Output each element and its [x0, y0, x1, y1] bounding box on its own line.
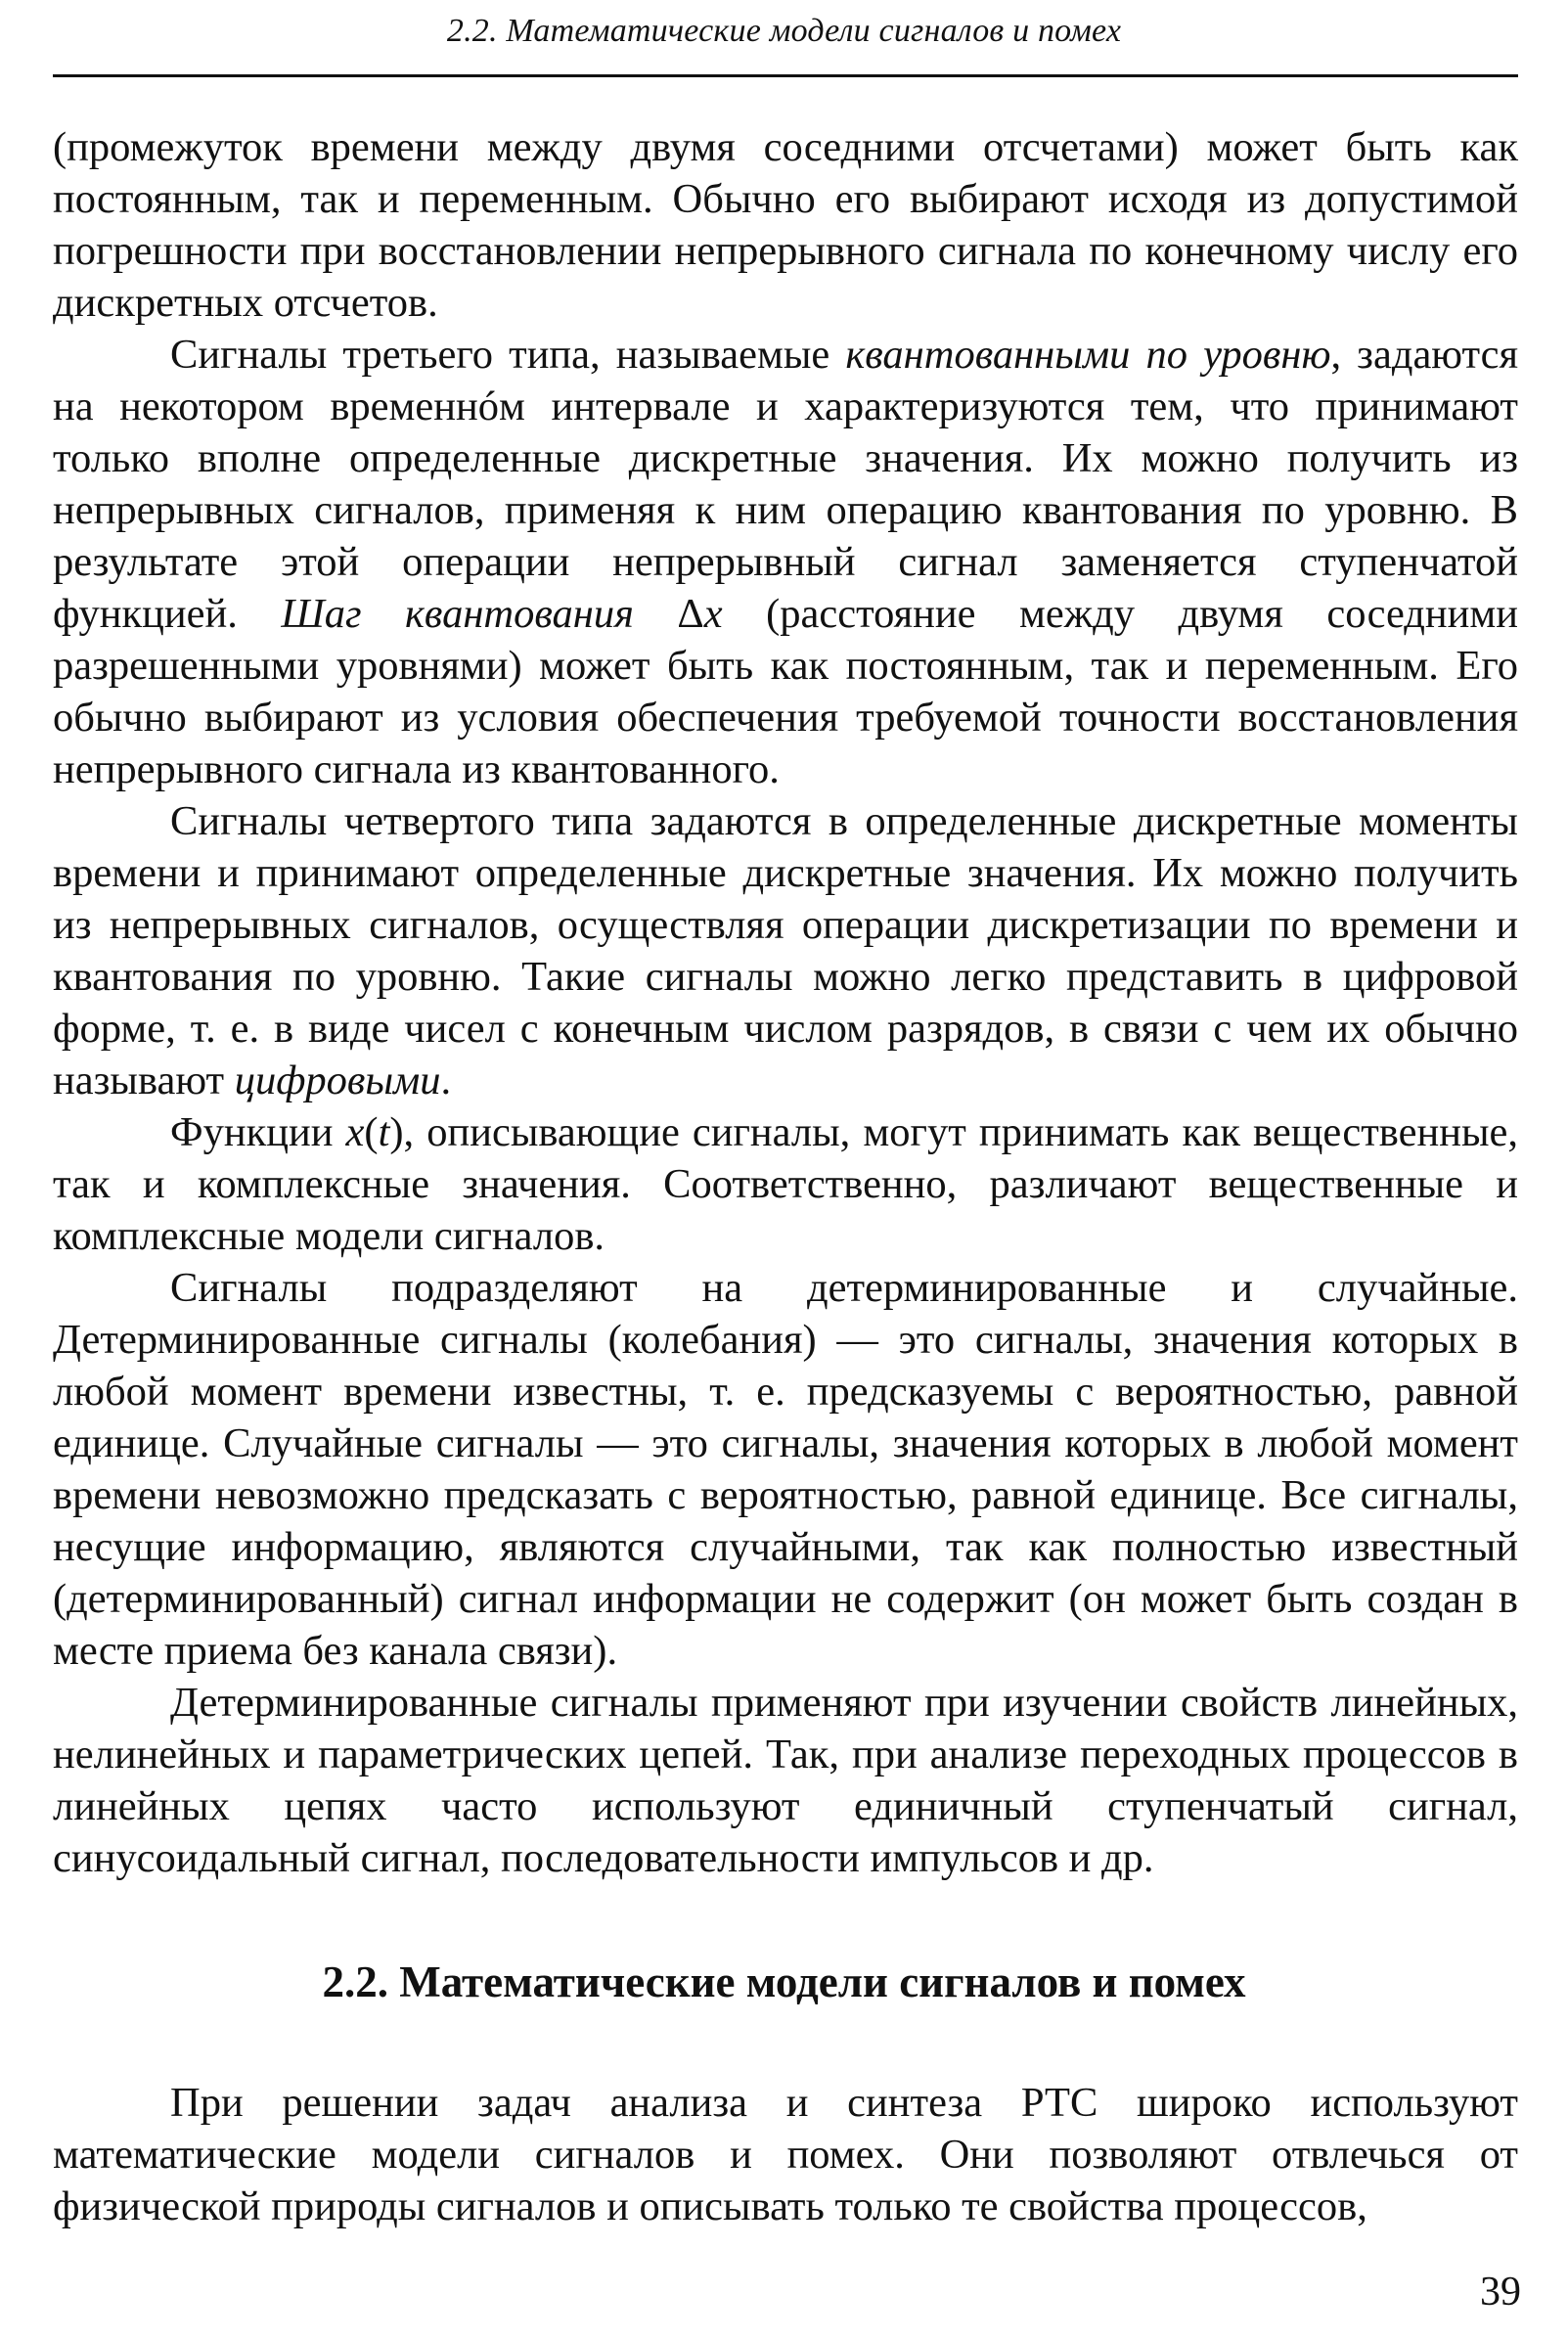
header-rule [53, 74, 1518, 77]
paragraph [53, 2077, 1518, 2232]
paragraph-text: ( [364, 1109, 379, 1155]
paragraph-text: Сигналы подразделяют на детерминированные и случайные. Детерминированные сигналы (колебания) — это сигналы, значения которых в любой момент времени известны, т. е. предсказуемы с вероятностью, равной единице. Случайные сигналы — это сигналы, значения которых в любой момент времени невозможно предсказать с вероятностью, равной единице. Все сигналы, несущие информацию, являются случайными, так как полностью известный (детерминированный) сигнал информации не содержит (он может быть создан в месте приема без канала связи). [53, 1265, 1518, 1674]
term-quantized-by-level: квантованными по уровню [845, 332, 1331, 378]
paragraph-text: Сигналы четвертого типа задаются в определенные дискретные моменты времени и принимают определенные дискретные значения. Их можно получить из непрерывных сигналов, осуществляя операции дискретизации по времени и квантования по уровню. Такие сигналы можно легко представить в цифровой форме, т. е. в виде чисел с конечным числом разрядов, в связи с чем их обычно называют [53, 798, 1518, 1103]
variable-x: x [703, 591, 723, 637]
paragraph [53, 795, 1518, 1106]
paragraph-text: При решении задач анализа и синтеза РТС широко используют математические модели сигналов и помех. Они позволяют отвлечься от физической природы сигналов и описывать только те свойства процессов, [53, 2080, 1518, 2229]
paragraph [53, 1677, 1518, 1884]
page-number: 39 [1480, 2270, 1521, 2315]
paragraph [53, 1262, 1518, 1677]
paragraph-text: (промежуток времени между двумя соседними отсчетами) может быть как постоянным, так и переменным. Обычно его выбирают исходя из допустимой погрешности при восстановлении непрерывного сигнала по конечному числу его дискретных отсчетов. [53, 124, 1518, 326]
paragraph [53, 121, 1518, 329]
paragraph-text: Детерминированные сигналы применяют при изучении свойств линейных, нелинейных и параметрических цепей. Так, при анализе переходных процессов в линейных цепях часто используют единичный ступенчатый сигнал, синусоидальный сигнал, последовательности импульсов и др. [53, 1680, 1518, 1881]
term-quantization-step: Шаг квантования [281, 591, 634, 637]
term-digital: цифровыми [234, 1057, 441, 1103]
paragraph [53, 329, 1518, 795]
paragraph-text: Сигналы третьего типа, называемые [170, 332, 846, 378]
delta-symbol: Δ [633, 591, 704, 637]
paragraph-text: . [440, 1057, 452, 1103]
paragraph [53, 1106, 1518, 1262]
section-heading: 2.2. Математические модели сигналов и помех [322, 1957, 1246, 2006]
variable-t: t [378, 1109, 390, 1155]
paragraph-text: Функции [170, 1109, 346, 1155]
paragraph-text: (расстояние между двумя соседними разрешенными уровнями) может быть как постоянным, так и переменным. Его обычно выбирают из условия обеспечения требуемой точности восстановления непрерывного сигнала из квантованного. [53, 591, 1519, 792]
running-head: 2.2. Математические модели сигналов и помех [446, 13, 1122, 49]
paragraph-text: ), описывающие сигналы, могут принимать как вещественные, так и комплексные значения. Соответственно, различают вещественные и комплексные модели сигналов. [53, 1109, 1519, 1259]
variable-x: x [345, 1109, 365, 1155]
section-text [53, 2077, 1518, 2232]
paragraph-text: , задаются на некотором временнóм интервале и характеризуются тем, что принимают только вполне определенные дискретные значения. Их можно получить из непрерывных сигналов, применяя к ним операцию квантования по уровню. В результате этой операции непрерывный сигнал заменяется ступенчатой функцией. [53, 332, 1518, 637]
body-text [53, 121, 1518, 1884]
